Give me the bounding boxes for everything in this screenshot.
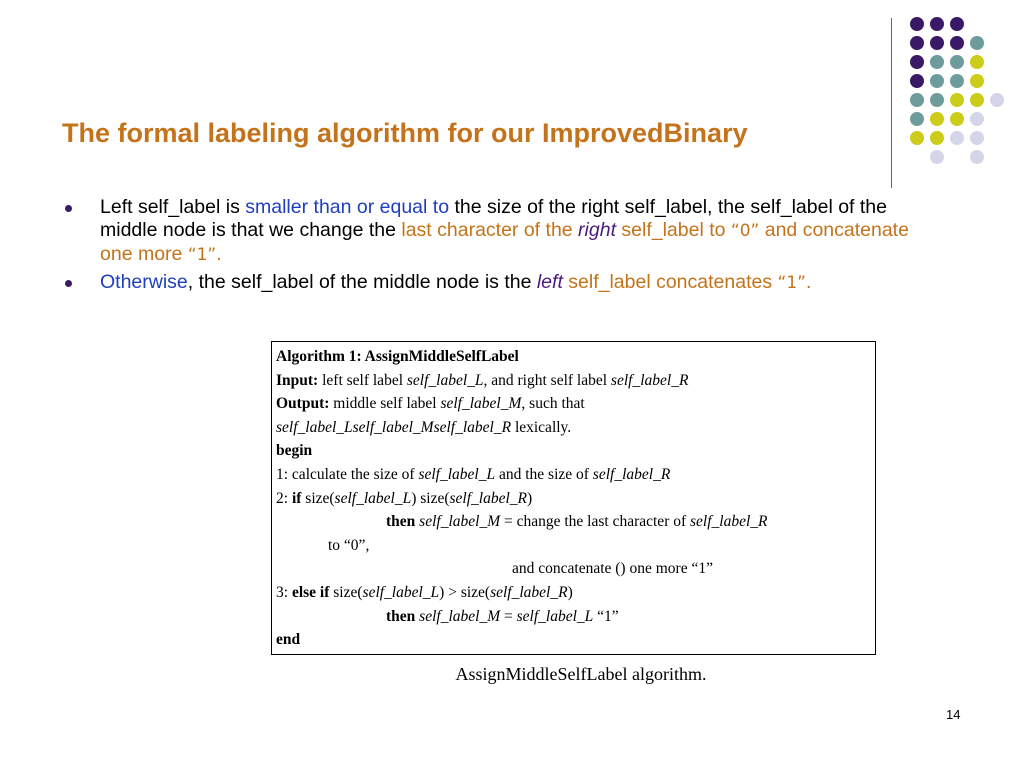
algo-text: , such that bbox=[521, 395, 585, 413]
algo-text: 3: bbox=[276, 583, 292, 601]
decor-dot bbox=[930, 74, 944, 88]
decor-dot bbox=[970, 55, 984, 69]
decor-dot bbox=[910, 36, 924, 50]
bullet-item bbox=[62, 271, 942, 295]
algo-text: “1” bbox=[593, 607, 619, 625]
decor-dot bbox=[950, 93, 964, 107]
algo-keyword: then bbox=[386, 513, 416, 531]
algo-var: self_label_M bbox=[415, 513, 501, 531]
algo-keyword: if bbox=[291, 489, 302, 507]
algo-var: self_label_L bbox=[334, 489, 412, 507]
decor-dot bbox=[990, 93, 1004, 107]
bullet-highlight: smaller than or equal to bbox=[245, 196, 450, 218]
algo-text: ) size( bbox=[411, 489, 450, 507]
algo-text: 2: bbox=[276, 489, 292, 507]
bullet-highlight: self_label concatenates bbox=[562, 271, 778, 293]
decor-dot bbox=[970, 150, 984, 164]
algo-text: size( bbox=[301, 489, 335, 507]
decor-dot bbox=[950, 55, 964, 69]
bullet-quote: “1” bbox=[187, 245, 217, 265]
page-number: 14 bbox=[946, 707, 961, 722]
algo-keyword: Input: bbox=[276, 371, 319, 389]
bullet-highlight: and concatenate one more bbox=[100, 219, 909, 265]
bullet-text: , the self_label of the middle node is the bbox=[187, 271, 537, 293]
algorithm-line bbox=[276, 392, 875, 416]
algo-text: , and right self label bbox=[483, 371, 611, 389]
algo-var: self_label_L bbox=[418, 465, 496, 483]
decor-dot bbox=[910, 74, 924, 88]
bullet-quote: “0” bbox=[730, 221, 760, 241]
decor-dot bbox=[930, 55, 944, 69]
algorithm-line bbox=[276, 463, 875, 487]
algo-keyword: then bbox=[386, 607, 416, 625]
algo-text: ) bbox=[526, 489, 533, 507]
algorithm-line bbox=[276, 416, 875, 440]
algo-var: self_label_R bbox=[592, 465, 671, 483]
bullet-icon bbox=[65, 280, 72, 287]
decor-dot bbox=[910, 55, 924, 69]
algorithm-line bbox=[276, 605, 875, 629]
algorithm-line: end bbox=[276, 631, 301, 649]
algorithm-line bbox=[276, 581, 875, 605]
algo-var: self_label_R bbox=[610, 371, 689, 389]
slide-title: The formal labeling algorithm for our ImprovedBinary bbox=[62, 118, 748, 148]
decor-dot bbox=[930, 36, 944, 50]
algorithm-heading: Algorithm 1: AssignMiddleSelfLabel bbox=[276, 348, 519, 365]
bullet-text: Left self_label is bbox=[100, 196, 246, 218]
algo-var: self_label_L bbox=[406, 371, 484, 389]
algo-text: ) bbox=[567, 583, 573, 601]
bullet-highlight: . bbox=[805, 271, 812, 293]
bullet-list bbox=[62, 196, 942, 299]
bullet-highlight: Otherwise bbox=[100, 271, 188, 293]
algo-text: = change the last character of bbox=[500, 513, 691, 531]
algorithm-line: to “0”, bbox=[328, 536, 370, 554]
decor-dot bbox=[930, 93, 944, 107]
decor-dot bbox=[910, 17, 924, 31]
algo-var: self_label_R bbox=[449, 489, 527, 507]
bullet-emphasis: right bbox=[578, 219, 616, 241]
algorithm-line: and concatenate () one more “1” bbox=[512, 560, 713, 578]
decor-dot bbox=[970, 112, 984, 126]
decor-dot bbox=[930, 131, 944, 145]
algo-text: and the size of bbox=[495, 465, 593, 483]
bullet-highlight: . bbox=[216, 243, 222, 265]
algo-keyword: else if bbox=[291, 583, 330, 601]
decor-dot bbox=[950, 36, 964, 50]
algo-var: self_label_R bbox=[490, 583, 568, 601]
decorative-divider bbox=[891, 18, 892, 188]
bullet-text: the size of the right self_label, the self_label of the middle node is that we change the bbox=[100, 196, 887, 241]
decor-dot bbox=[970, 93, 984, 107]
algo-text: = bbox=[500, 607, 517, 625]
decor-dot bbox=[930, 112, 944, 126]
decor-dot bbox=[950, 131, 964, 145]
algo-var: self_label_M bbox=[415, 607, 501, 625]
algo-var: self_label_Lself_label_Mself_label_R bbox=[276, 418, 512, 436]
algo-text: size( bbox=[329, 583, 363, 601]
algorithm-caption: AssignMiddleSelfLabel algorithm. bbox=[455, 664, 707, 684]
decor-dot bbox=[950, 112, 964, 126]
algo-text: ) > size( bbox=[439, 583, 491, 601]
bullet-quote: “1” bbox=[777, 273, 806, 293]
bullet-icon bbox=[65, 205, 72, 212]
algorithm-line bbox=[276, 510, 875, 534]
decor-dot bbox=[950, 17, 964, 31]
algorithm-line bbox=[276, 369, 875, 393]
decor-dot bbox=[970, 74, 984, 88]
algo-keyword: Output: bbox=[276, 395, 330, 413]
algo-var: self_label_R bbox=[690, 513, 768, 531]
decor-dot bbox=[950, 74, 964, 88]
algo-text: left self label bbox=[318, 371, 407, 389]
decor-dot bbox=[930, 17, 944, 31]
algo-var: self_label_L bbox=[516, 607, 594, 625]
decor-dot bbox=[970, 131, 984, 145]
decor-dot bbox=[910, 93, 924, 107]
algo-text: 1: calculate the size of bbox=[276, 465, 419, 483]
bullet-emphasis: left bbox=[536, 271, 563, 293]
decor-dot bbox=[930, 150, 944, 164]
algorithm-line: begin bbox=[276, 442, 313, 460]
algo-var: self_label_L bbox=[362, 583, 440, 601]
algo-text: lexically. bbox=[511, 418, 572, 436]
bullet-item bbox=[62, 196, 942, 267]
bullet-highlight: self_label to bbox=[615, 219, 731, 241]
algorithm-line bbox=[276, 487, 875, 511]
bullet-highlight: last character of the bbox=[401, 219, 579, 241]
algorithm-box bbox=[271, 341, 876, 655]
algo-var: self_label_M bbox=[440, 395, 522, 413]
decor-dot bbox=[970, 36, 984, 50]
algo-text: middle self label bbox=[329, 395, 441, 413]
decor-dot bbox=[910, 112, 924, 126]
decor-dot bbox=[910, 131, 924, 145]
